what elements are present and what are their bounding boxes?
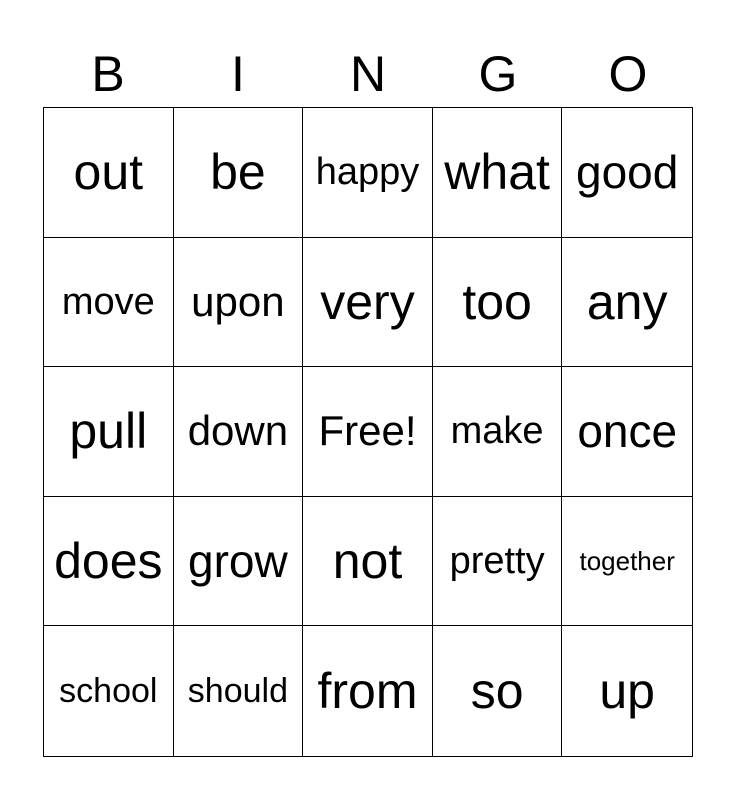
bingo-cell[interactable]: upon — [174, 238, 304, 368]
bingo-cell[interactable]: make — [433, 367, 563, 497]
bingo-cell[interactable]: happy — [303, 108, 433, 238]
bingo-cell[interactable]: down — [174, 367, 304, 497]
bingo-header — [43, 44, 693, 104]
bingo-cell[interactable]: pretty — [433, 497, 563, 627]
bingo-cell[interactable]: does — [44, 497, 174, 627]
bingo-cell[interactable]: very — [303, 238, 433, 368]
header-letter-g: G — [478, 46, 518, 102]
bingo-cell[interactable]: grow — [174, 497, 304, 627]
bingo-cell[interactable]: should — [174, 626, 304, 756]
bingo-cell[interactable]: not — [303, 497, 433, 627]
bingo-board — [43, 107, 693, 757]
bingo-cell[interactable]: move — [44, 238, 174, 368]
bingo-cell[interactable]: good — [562, 108, 692, 238]
header-letter-n: N — [349, 46, 387, 102]
bingo-cell[interactable]: from — [303, 626, 433, 756]
bingo-cell[interactable]: be — [174, 108, 304, 238]
free-space-cell[interactable]: Free! — [303, 367, 433, 497]
bingo-cell[interactable]: what — [433, 108, 563, 238]
bingo-cell[interactable]: too — [433, 238, 563, 368]
bingo-cell[interactable]: once — [562, 367, 692, 497]
bingo-cell[interactable]: school — [44, 626, 174, 756]
bingo-cell[interactable]: out — [44, 108, 174, 238]
header-letter-o: O — [608, 46, 648, 102]
header-letter-i: I — [231, 46, 245, 102]
bingo-cell[interactable]: together — [562, 497, 692, 627]
header-letter-b: B — [91, 46, 125, 102]
bingo-cell[interactable]: so — [433, 626, 563, 756]
bingo-cell[interactable]: up — [599, 663, 655, 720]
bingo-cell[interactable]: pull — [44, 367, 174, 497]
bingo-cell[interactable]: any — [562, 238, 692, 368]
